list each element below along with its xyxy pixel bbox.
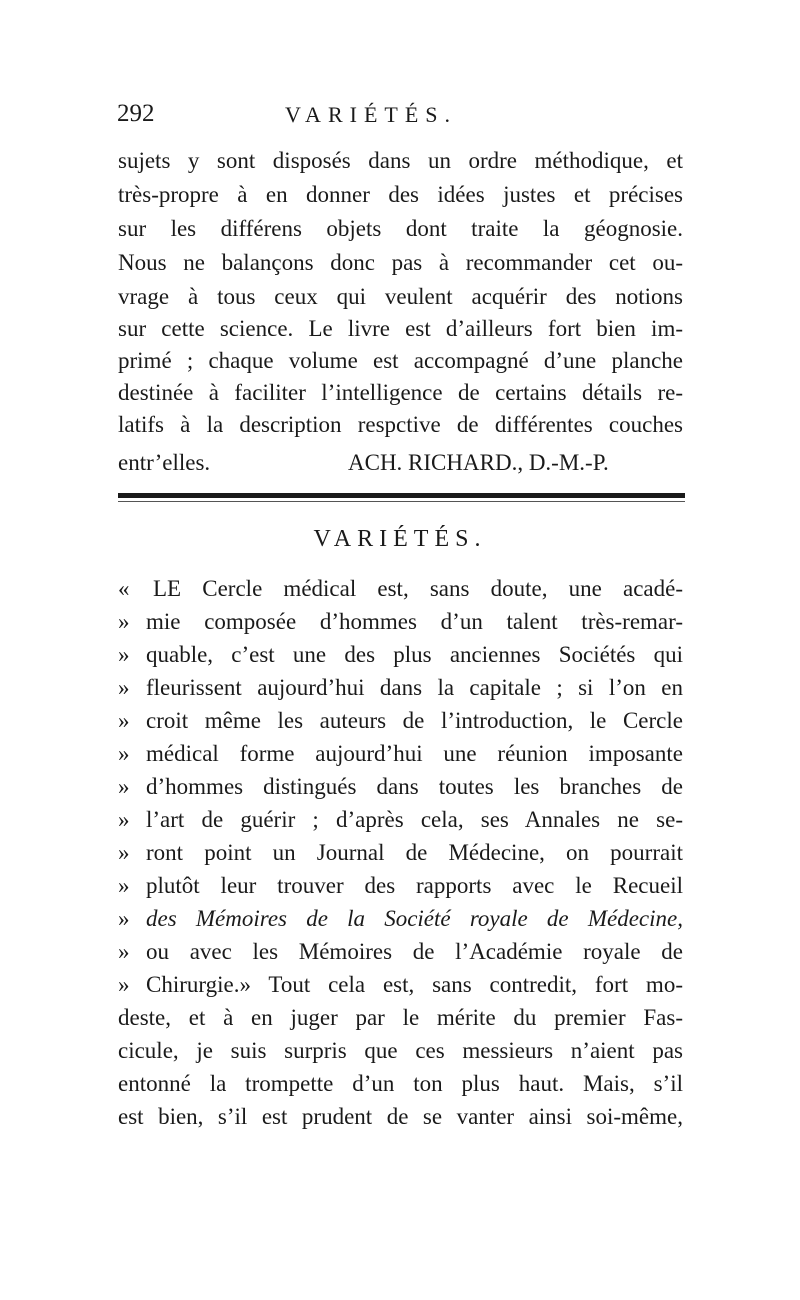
continuation-quote-mark: » [118, 741, 130, 766]
text-line: deste, et à en juger par le mérite du premier Fas- [118, 1005, 683, 1030]
quote-text: mie composée d’hommes d’un talent très-remar- [146, 609, 683, 634]
quote-text: ront point un Journal de Médecine, on pourrait [146, 840, 683, 865]
quote-text: LE Cercle médical est, sans doute, une acadé- [153, 576, 683, 601]
text-line: est bien, s’il est prudent de se vanter ainsi soi-même, [118, 1104, 683, 1129]
continuation-quote-mark: » [118, 972, 130, 997]
continuation-quote-mark: » [118, 708, 130, 733]
text-line: cicule, je suis surpris que ces messieurs n’aient pas [118, 1038, 683, 1063]
text-line: destinée à faciliter l’intelligence de certains détails re- [118, 380, 683, 405]
continuation-quote-mark: » [118, 906, 130, 931]
quote-text: des Mémoires de la Société royale de Médecine, [146, 906, 683, 931]
continuation-quote-mark: » [118, 609, 130, 634]
text-line: vrage à tous ceux qui veulent acquérir des notions [118, 284, 683, 309]
continuation-quote-mark: » [118, 840, 130, 865]
page-number: 292 [117, 100, 155, 127]
continuation-quote-mark: » [118, 642, 130, 667]
text-line: très-propre à en donner des idées justes et précises [118, 182, 683, 207]
quote-text: ou avec les Mémoires de l’Académie royale de [146, 939, 683, 964]
quote-text: fleurissent aujourd’hui dans la capitale ; si l’on en [146, 675, 683, 700]
running-title: VARIÉTÉS. [285, 102, 457, 127]
text-line: latifs à la description respctive de différentes couches [118, 412, 683, 437]
quote-text: l’art de guérir ; d’après cela, ses Annales ne se- [146, 807, 683, 832]
text-line: Nous ne balançons donc pas à recommander cet ou- [118, 250, 683, 275]
continuation-quote-mark: » [118, 675, 130, 700]
section-title: VARIÉTÉS. [313, 526, 487, 552]
text-line: sujets y sont disposés dans un ordre méthodique, et [118, 148, 683, 173]
quote-text: médical forme aujourd’hui une réunion imposante [146, 741, 683, 766]
quote-text: croit même les auteurs de l’introduction, le Cercle [146, 708, 683, 733]
author-signature: ACH. RICHARD., D.-M.-P. [348, 450, 609, 475]
continuation-quote-mark: » [118, 873, 130, 898]
quote-text: plutôt leur trouver des rapports avec le Recueil [146, 873, 683, 898]
quote-text: quable, c’est une des plus anciennes Sociétés qui [146, 642, 683, 667]
text-line: primé ; chaque volume est accompagné d’une planche [118, 348, 683, 373]
quote-text: d’hommes distingués dans toutes les branches de [146, 774, 683, 799]
closing-word: entr’elles. [118, 450, 211, 475]
section-divider [118, 493, 685, 498]
open-quote-mark: « [118, 576, 130, 601]
continuation-quote-mark: » [118, 807, 130, 832]
text-line: sur cette science. Le livre est d’ailleurs fort bien im- [118, 316, 683, 341]
text-line: entonné la trompette d’un ton plus haut. Mais, s’il [118, 1071, 683, 1096]
continuation-quote-mark: » [118, 939, 130, 964]
page-header [115, 100, 685, 140]
text-line: sur les différens objets dont traite la géognosie. [118, 216, 683, 241]
continuation-quote-mark: » [118, 774, 130, 799]
quote-text: Chirurgie.» Tout cela est, sans contredit, fort mo- [146, 972, 683, 997]
